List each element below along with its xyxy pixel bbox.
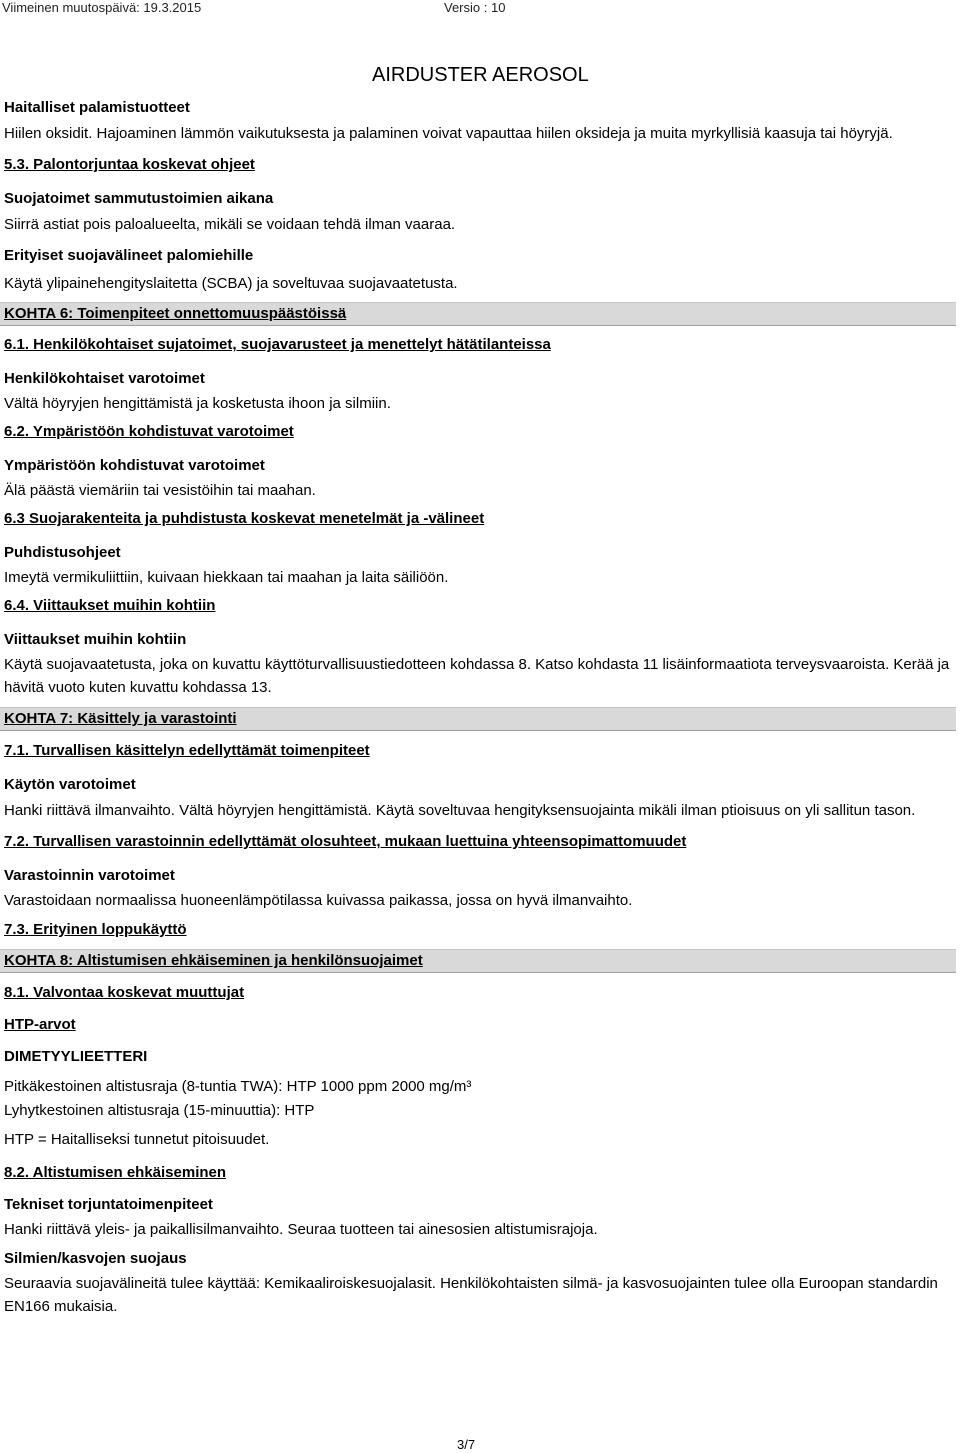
section-heading-7-1: 7.1. Turvallisen käsittelyn edellyttämät toimenpiteet: [4, 742, 370, 759]
page-number: 3/7: [457, 1437, 476, 1452]
paragraph: Varastoidaan normaalissa huoneenlämpötilassa kuivassa paikassa, jossa on hyvä ilmanvaihto.: [4, 892, 633, 909]
paragraph: Käytä suojavaatetusta, joka on kuvattu käyttöturvallisuustiedotteen kohdassa 8. Katso kohdasta 11 lisäinformaatiota terveysvaaroista. Kerää ja hävitä vuoto kuten kuvattu kohdassa 13.: [4, 656, 950, 696]
document-body: [4, 96, 954, 1318]
section-bar-title: KOHTA 6: Toimenpiteet onnettomuuspäästöissä: [4, 305, 347, 322]
section-heading-6-1: 6.1. Henkilökohtaiset sujatoimet, suojavarusteet ja menettelyt hätätilanteissa: [4, 336, 551, 353]
section-heading-7-3: 7.3. Erityinen loppukäyttö: [4, 921, 187, 938]
paragraph: Siirrä astiat pois paloalueelta, mikäli se voidaan tehdä ilman vaaraa.: [4, 216, 456, 233]
subsection-heading: Suojatoimet sammutustoimien aikana: [4, 190, 274, 207]
paragraph: Hiilen oksidit. Hajoaminen lämmön vaikutuksesta ja palaminen voivat vapauttaa hiilen oksideja ja muita myrkyllisiä kaasuja tai höyryjä.: [4, 125, 893, 142]
section-heading-8-2: 8.2. Altistumisen ehkäiseminen: [4, 1164, 227, 1181]
section-bar-kohta-7: [0, 707, 956, 731]
subsection-heading: Henkilökohtaiset varotoimet: [4, 370, 205, 387]
paragraph: Seuraavia suojavälineitä tulee käyttää: Kemikaaliroiskesuojalasit. Henkilökohtaisten silmä- ja kasvosuojainten tulee olla Euroopan standardin EN166 mukaisia.: [4, 1275, 938, 1315]
paragraph: Käytä ylipainehengityslaitetta (SCBA) ja soveltuvaa suojavaatetusta.: [4, 275, 458, 292]
section-heading-5-3: 5.3. Palontorjuntaa koskevat ohjeet: [4, 156, 255, 173]
section-bar-kohta-6: [0, 302, 956, 326]
htp-values-heading: HTP-arvot: [4, 1016, 76, 1033]
subsection-heading: Silmien/kasvojen suojaus: [4, 1250, 187, 1267]
paragraph: Hanki riittävä ilmanvaihto. Vältä höyryjen hengittämistä. Käytä soveltuvaa hengityksensuojainta mikäli ilman ptioisuus on yli sallitun tason.: [4, 802, 916, 819]
subsection-heading: Varastoinnin varotoimet: [4, 867, 175, 884]
section-bar-title: KOHTA 8: Altistumisen ehkäiseminen ja henkilönsuojaimet: [4, 952, 423, 969]
subsection-heading: Puhdistusohjeet: [4, 544, 121, 561]
htp-note: HTP = Haitalliseksi tunnetut pitoisuudet.: [4, 1131, 270, 1148]
short-term-limit: Lyhytkestoinen altistusraja (15-minuuttia): HTP: [4, 1102, 315, 1119]
section-heading-6-3: 6.3 Suojarakenteita ja puhdistusta koskevat menetelmät ja -välineet: [4, 510, 485, 527]
paragraph: Hanki riittävä yleis- ja paikallisilmanvaihto. Seuraa tuotteen tai ainesosien altistumisrajoja.: [4, 1221, 598, 1238]
section-heading-6-4: 6.4. Viittaukset muihin kohtiin: [4, 597, 216, 614]
section-bar-kohta-8: [0, 949, 956, 973]
paragraph: Vältä höyryjen hengittämistä ja kosketusta ihoon ja silmiin.: [4, 395, 391, 412]
section-bar-title: KOHTA 7: Käsittely ja varastointi: [4, 710, 237, 727]
product-title: AIRDUSTER AEROSOL: [372, 64, 589, 86]
long-term-limit: Pitkäkestoinen altistusraja (8-tuntia TWA): HTP 1000 ppm 2000 mg/m³: [4, 1078, 472, 1095]
paragraph: Älä päästä viemäriin tai vesistöihin tai maahan.: [4, 482, 316, 499]
subsection-heading: Käytön varotoimet: [4, 776, 136, 793]
section-heading-8-1: 8.1. Valvontaa koskevat muuttujat: [4, 984, 245, 1001]
subsection-heading: Viittaukset muihin kohtiin: [4, 631, 187, 648]
version-number: Versio : 10: [444, 0, 506, 15]
subsection-heading: Tekniset torjuntatoimenpiteet: [4, 1196, 213, 1213]
substance-name: DIMETYYLIEETTERI: [4, 1048, 148, 1065]
subsection-heading: Ympäristöön kohdistuvat varotoimet: [4, 457, 265, 474]
section-heading-6-2: 6.2. Ympäristöön kohdistuvat varotoimet: [4, 423, 294, 440]
section-heading-7-2: 7.2. Turvallisen varastoinnin edellyttämät olosuhteet, mukaan luettuina yhteensopimattomuudet: [4, 833, 687, 850]
revision-date: Viimeinen muutospäivä: 19.3.2015: [2, 0, 202, 15]
paragraph: Imeytä vermikuliittiin, kuivaan hiekkaan tai maahan ja laita säiliöön.: [4, 569, 449, 586]
subsection-heading: Erityiset suojavälineet palomiehille: [4, 247, 254, 264]
subsection-heading: Haitalliset palamistuotteet: [4, 99, 190, 116]
